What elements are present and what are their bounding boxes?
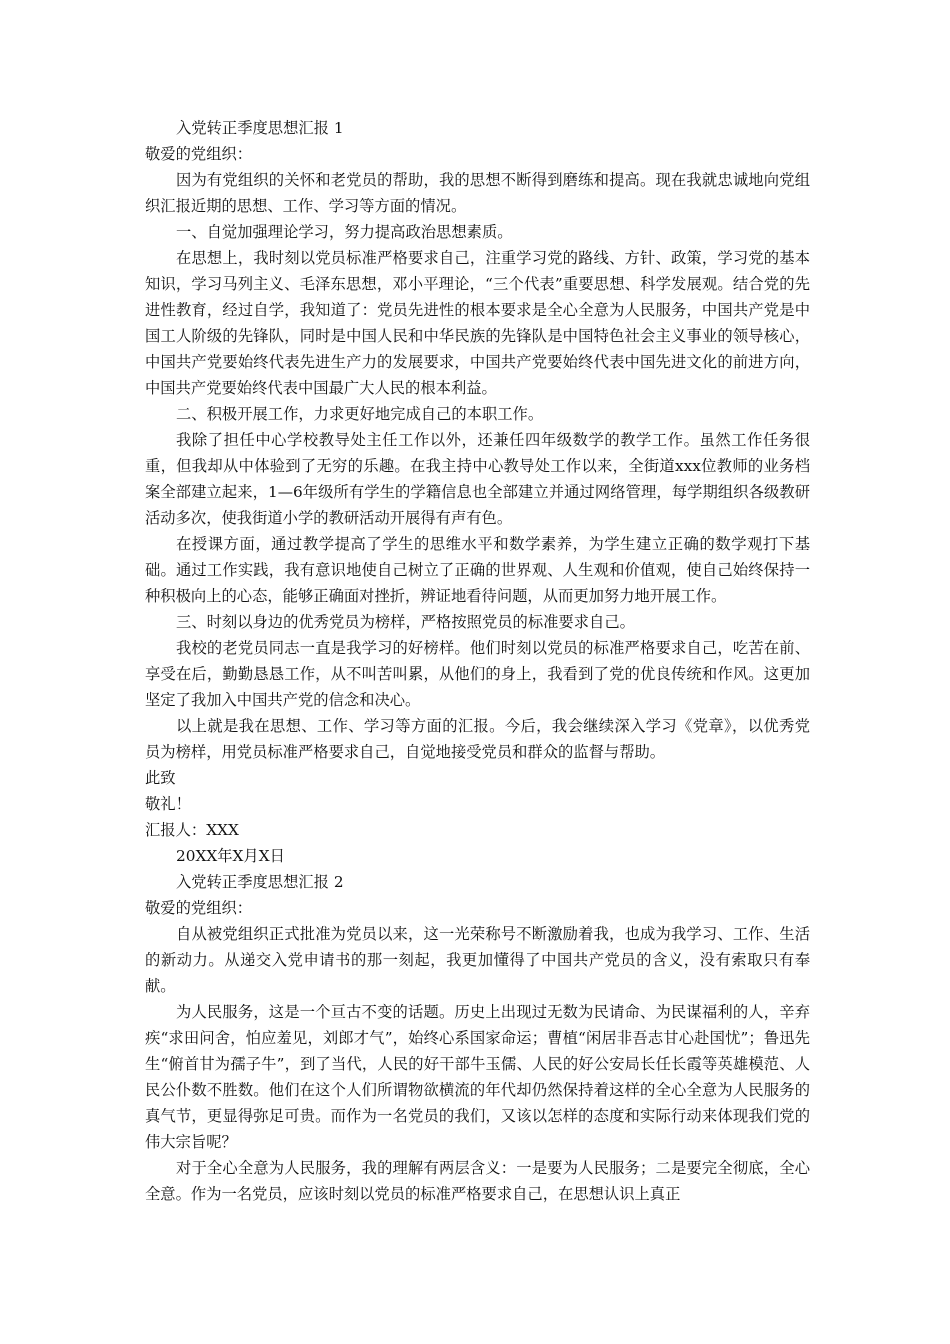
- report-1-salutation: 敬爱的党组织：: [145, 145, 253, 163]
- report-1-section-heading: 三、时刻以身边的优秀党员为榜样，严格按照党员的标准要求自己。: [176, 613, 635, 631]
- report-1-section-heading: 二、积极开展工作，力求更好地完成自己的本职工作。: [176, 405, 544, 423]
- report-1-section-heading: 一、自觉加强理论学习，努力提高政治思想素质。: [176, 223, 513, 241]
- report-1-paragraph: 在思想上，我时刻以党员标准严格要求自己，注重学习党的路线、方针、政策，学习党的基本知识，学习马列主义、毛泽东思想，邓小平理论，“三个代表”重要思想、科学发展观。结合党的先进性教育，经过自学，我知道了：党员先进性的根本要求是全心全意为人民服务，中国共产党是中国工人阶级的先锋队，同时是中国人民和中华民族的先锋队是中国特色社会主义事业的领导核心，中国共产党要始终代表先进生产力的发展要求，中国共产党要始终代表中国先进文化的前进方向，中国共产党要始终代表中国最广大人民的根本利益。: [145, 249, 810, 397]
- report-1-paragraph: 以上就是我在思想、工作、学习等方面的汇报。今后，我会继续深入学习《党章》，以优秀党员为榜样，用党员标准严格要求自己，自觉地接受党员和群众的监督与帮助。: [145, 717, 810, 761]
- report-1-paragraph: 因为有党组织的关怀和老党员的帮助，我的思想不断得到磨练和提高。现在我就忠诚地向党组织汇报近期的思想、工作、学习等方面的情况。: [145, 171, 810, 215]
- report-2-title: 入党转正季度思想汇报 2: [176, 873, 344, 891]
- report-1-paragraph: 在授课方面，通过教学提高了学生的思维水平和数学素养，为学生建立正确的数学观打下基础。通过工作实践，我有意识地使自己树立了正确的世界观、人生观和价值观，使自己始终保持一种积极向上的心态，能够正确面对挫折，辨证地看待问题，从而更加努力地开展工作。: [145, 535, 810, 605]
- document-body: [145, 115, 810, 1207]
- report-1-reporter: 汇报人：XXX: [145, 821, 239, 839]
- report-2-salutation: 敬爱的党组织：: [145, 899, 253, 917]
- report-1-paragraph: 我校的老党员同志一直是我学习的好榜样。他们时刻以党员的标准严格要求自己，吃苦在前、享受在后，勤勤恳恳工作，从不叫苦叫累，从他们的身上，我看到了党的优良传统和作风。这更加坚定了我加入中国共产党的信念和决心。: [145, 639, 810, 709]
- report-2-paragraph: 自从被党组织正式批准为党员以来，这一光荣称号不断激励着我，也成为我学习、工作、生活的新动力。从递交入党申请书的那一刻起，我更加懂得了中国共产党员的含义，没有索取只有奉献。: [145, 925, 810, 995]
- report-2-paragraph: 为人民服务，这是一个亘古不变的话题。历史上出现过无数为民请命、为民谋福利的人，辛弃疾“求田问舍，怕应羞见，刘郎才气”，始终心系国家命运；曹植“闲居非吾志甘心赴国忧”；鲁迅先生“俯首甘为孺子牛”，到了当代，人民的好干部牛玉儒、人民的好公安局长任长霞等英雄模范、人民公仆数不胜数。他们在这个人们所谓物欲横流的年代却仍然保持着这样的全心全意为人民服务的真气节，更显得弥足可贵。而作为一名党员的我们，又该以怎样的态度和实际行动来体现我们党的伟大宗旨呢？: [145, 1003, 810, 1151]
- report-1-salute: 敬礼！: [145, 795, 191, 813]
- report-1-closing: 此致: [145, 769, 176, 787]
- report-1-title: 入党转正季度思想汇报 1: [176, 119, 344, 137]
- report-1-paragraph: 我除了担任中心学校教导处主任工作以外，还兼任四年级数学的教学工作。虽然工作任务很重，但我却从中体验到了无穷的乐趣。在我主持中心教导处工作以来，全街道xxx位教师的业务档案全部建立起来，1—6年级所有学生的学籍信息也全部建立并通过网络管理，每学期组织各级教研活动多次，使我街道小学的教研活动开展得有声有色。: [145, 431, 810, 527]
- report-1-date: 20XX年X月X日: [176, 847, 285, 865]
- report-2-paragraph: 对于全心全意为人民服务，我的理解有两层含义：一是要为人民服务；二是要完全彻底，全心全意。作为一名党员，应该时刻以党员的标准严格要求自己，在思想认识上真正: [145, 1159, 810, 1203]
